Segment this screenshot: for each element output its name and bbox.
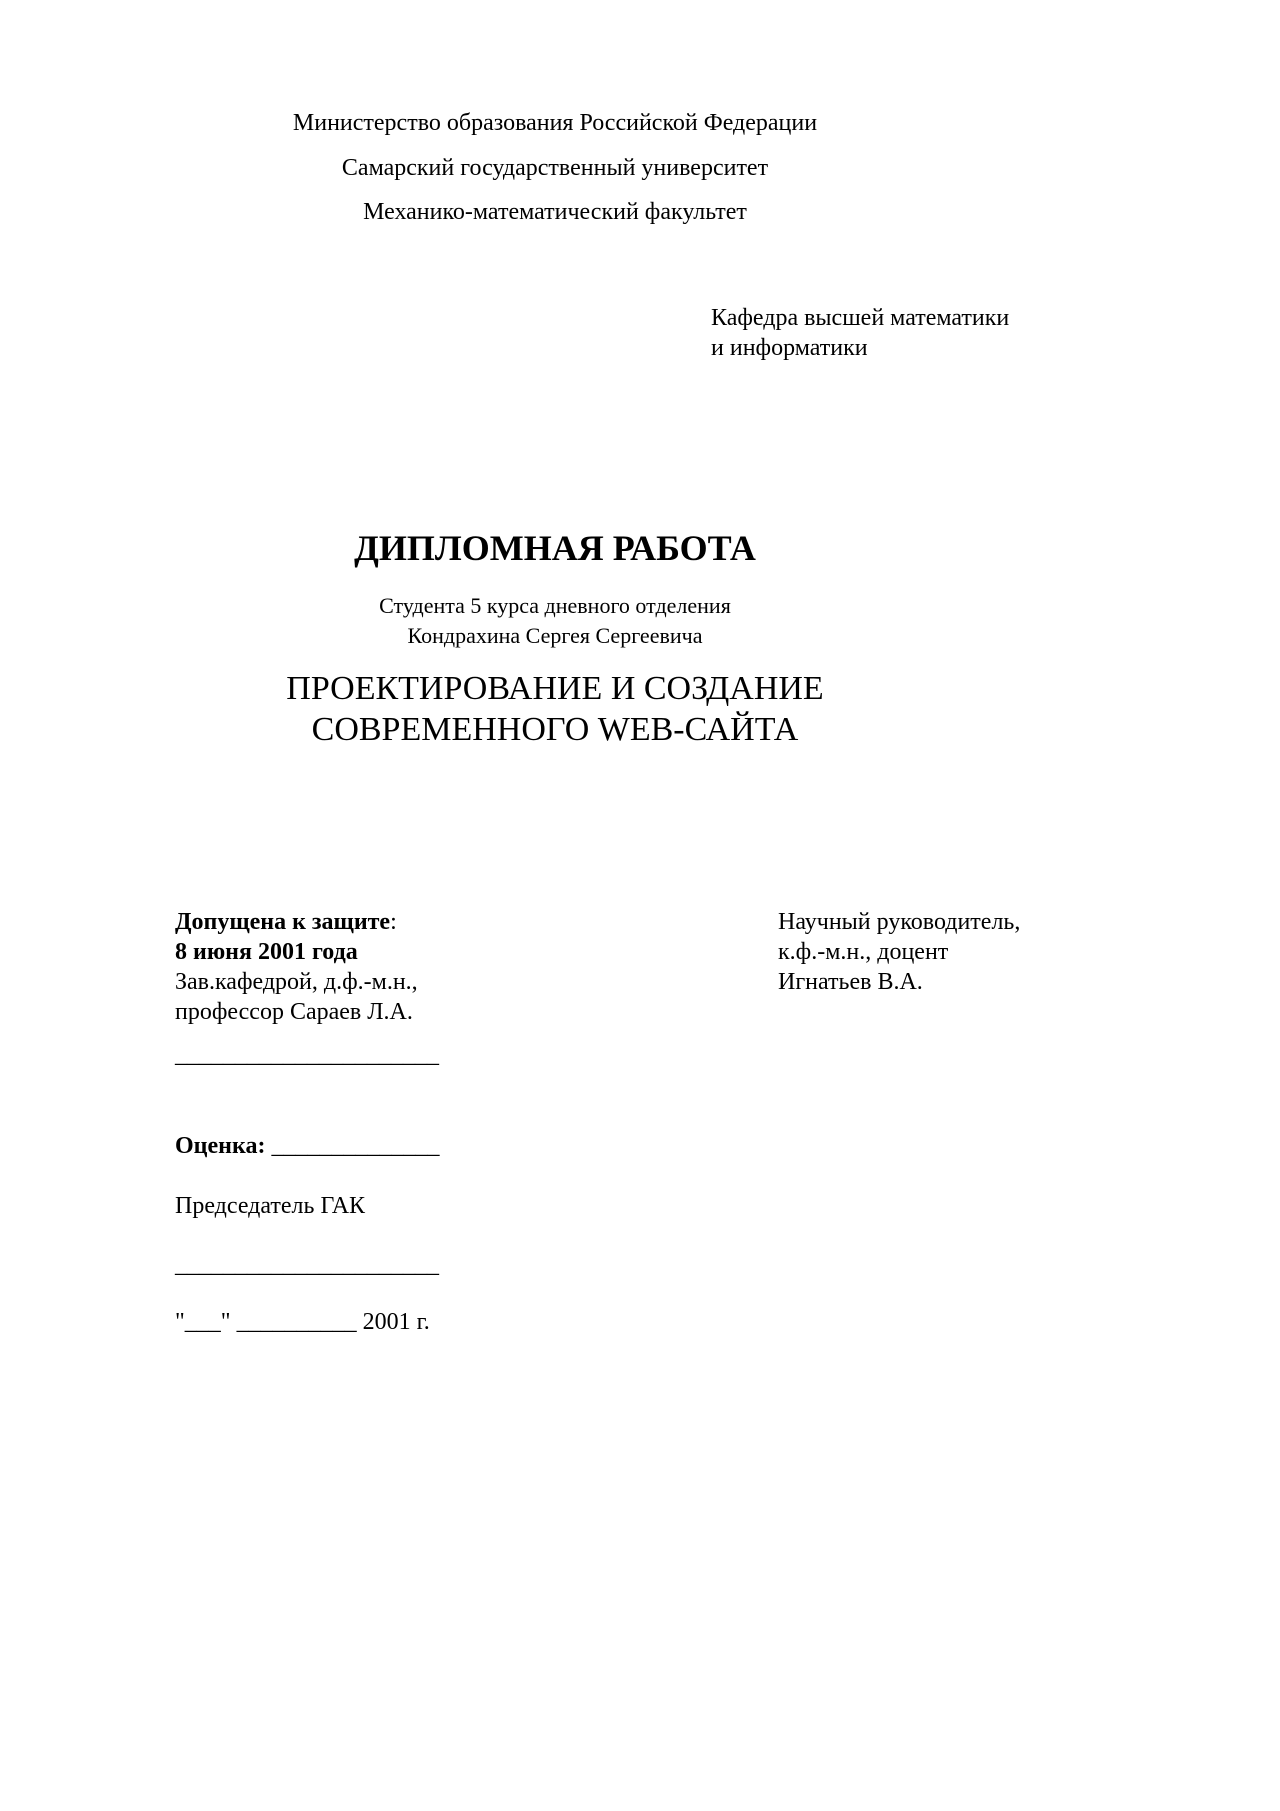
student-line-1: Студента 5 курса дневного отделения	[379, 593, 731, 618]
supervisor-title: Научный руководитель,	[778, 909, 1021, 935]
topic-line-2: СОВРЕМЕННОГО WEB-САЙТА	[311, 711, 799, 748]
admitted-to-defense	[175, 910, 397, 934]
faculty-heading: Механико-математический факультет	[363, 199, 747, 225]
ministry-heading: Министерство образования Российской Федерации	[292, 110, 818, 136]
head-of-department-name: профессор Сараев Л.А.	[175, 999, 413, 1025]
student-line-2: Кондрахина Сергея Сергеевича	[407, 623, 703, 648]
grade-blank: ______________	[271, 1133, 440, 1159]
department-line-1: Кафедра высшей математики	[711, 305, 1010, 331]
head-signature-line: ______________________	[175, 1042, 439, 1068]
supervisor-degree: к.ф.-м.н., доцент	[778, 939, 949, 965]
admitted-colon: :	[390, 909, 397, 935]
signing-date-line: "___" __________ 2001 г.	[175, 1309, 430, 1335]
document-type-title: ДИПЛОМНАЯ РАБОТА	[354, 528, 756, 568]
grade-field	[175, 1134, 439, 1158]
university-heading: Самарский государственный университет	[341, 155, 769, 181]
admission-date: 8 июня 2001 года	[175, 939, 358, 965]
supervisor-name: Игнатьев В.А.	[778, 969, 923, 995]
chair-signature-line: ______________________	[175, 1252, 439, 1278]
admitted-label: Допущена к защите	[175, 909, 391, 935]
commission-chair-label: Председатель ГАК	[175, 1193, 366, 1219]
department-line-2: и информатики	[711, 335, 868, 361]
head-of-department-title: Зав.кафедрой, д.ф.-м.н.,	[175, 969, 418, 995]
topic-line-1: ПРОЕКТИРОВАНИЕ И СОЗДАНИЕ	[286, 670, 824, 707]
grade-label: Оценка:	[175, 1133, 266, 1159]
